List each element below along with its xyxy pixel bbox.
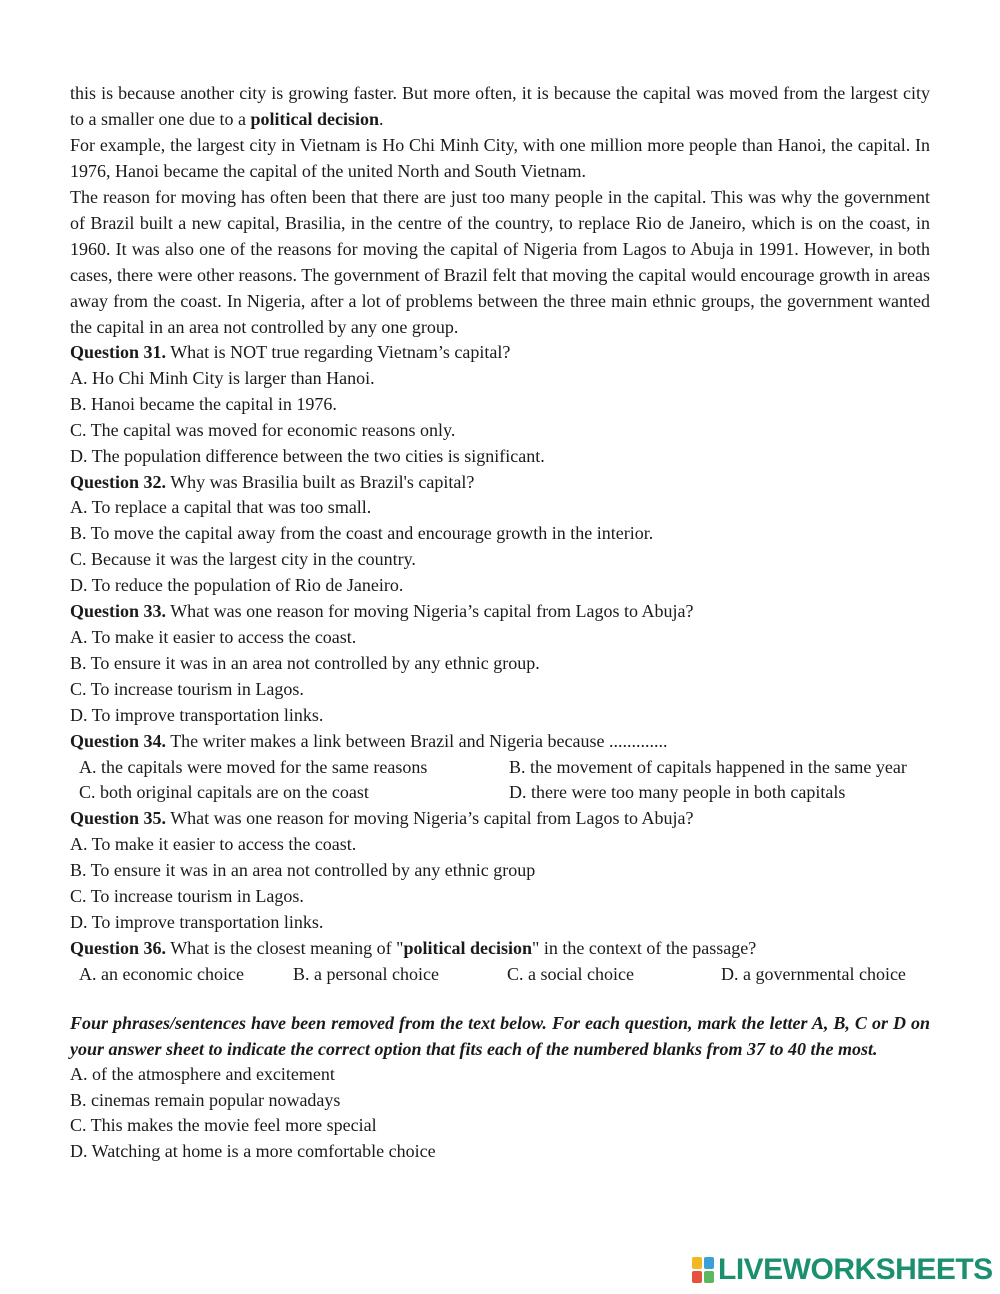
option[interactable]: D. To improve transportation links. xyxy=(70,911,324,932)
question-label: Question 32. xyxy=(70,471,167,492)
question-label: Question 36. xyxy=(70,937,167,958)
question-34 xyxy=(70,729,930,755)
worksheet-page xyxy=(70,80,930,1165)
option[interactable]: A. Ho Chi Minh City is larger than Hanoi. xyxy=(70,367,375,388)
question-32 xyxy=(70,470,930,496)
question-35 xyxy=(70,806,930,832)
logo-icon xyxy=(692,1257,714,1283)
logo-tile xyxy=(692,1271,702,1283)
phrase-option: C. This makes the movie feel more special xyxy=(70,1115,377,1136)
question-label: Question 31. xyxy=(70,342,167,362)
question-33 xyxy=(70,599,930,625)
phrase-option: D. Watching at home is a more comfortable choice xyxy=(70,1141,436,1162)
bold-phrase: political decision xyxy=(403,937,532,958)
question-text: What is the closest meaning of " xyxy=(166,937,404,958)
option[interactable]: C. Because it was the largest city in the country. xyxy=(70,549,416,570)
option[interactable]: A. To make it easier to access the coast. xyxy=(70,626,357,647)
option[interactable]: C. The capital was moved for economic reasons only. xyxy=(70,419,456,440)
option[interactable]: B. To ensure it was in an area not controlled by any ethnic group xyxy=(70,860,536,881)
question-label: Question 34. xyxy=(70,730,167,751)
options-grid xyxy=(70,962,930,988)
option[interactable]: A. an economic choice xyxy=(79,963,244,984)
logo-tile xyxy=(704,1271,714,1283)
logo-tile xyxy=(704,1257,714,1269)
section-instruction: Four phrases/sentences have been removed from the text below. For each question, mark the letter A, B, C or D on your answer sheet to indicate the correct option that fits each of the numbered blanks from 37 to 40 the most. xyxy=(70,1012,930,1059)
option[interactable]: B. To ensure it was in an area not controlled by any ethnic group. xyxy=(70,652,540,673)
question-31 xyxy=(70,340,930,366)
passage-text: this is because another city is growing faster. But more often, it is because the capital was moved from the largest city to a smaller one due to a xyxy=(70,83,930,129)
option[interactable]: D. To improve transportation links. xyxy=(70,704,324,725)
passage-paragraph-1 xyxy=(70,80,930,132)
question-36 xyxy=(70,936,930,962)
option[interactable]: D. To reduce the population of Rio de Janeiro. xyxy=(70,575,404,596)
question-text: " in the context of the passage? xyxy=(532,937,757,958)
logo-text: LIVEWORKSHEETS xyxy=(718,1253,993,1286)
passage-text: . xyxy=(378,109,384,129)
option[interactable]: D. a governmental choice xyxy=(721,963,906,984)
option[interactable]: C. To increase tourism in Lagos. xyxy=(70,886,304,907)
question-text: What was one reason for moving Nigeria’s capital from Lagos to Abuja? xyxy=(166,601,694,622)
option[interactable]: B. To move the capital away from the coast and encourage growth in the interior. xyxy=(70,523,654,544)
question-text: What is NOT true regarding Vietnam’s capital? xyxy=(166,342,511,362)
option[interactable]: D. there were too many people in both capitals xyxy=(509,782,846,803)
bold-phrase: political decision xyxy=(250,109,379,129)
question-text: What was one reason for moving Nigeria’s capital from Lagos to Abuja? xyxy=(166,808,694,829)
passage-paragraph-2: For example, the largest city in Vietnam is Ho Chi Minh City, with one million more people than Hanoi, the capital. In 1976, Hanoi became the capital of the united North and South Vietnam. xyxy=(70,135,930,181)
passage-paragraph-3: The reason for moving has often been that there are just too many people in the capital. This was why the government of Brazil built a new capital, Brasilia, in the centre of the country, to replace Rio de Janeiro, which is on the coast, in 1960. It was also one of the reasons for moving the capital of Nigeria from Lagos to Abuja in 1991. However, in both cases, there were other reasons. The government of Brazil felt that moving the capital would encourage growth in areas away from the coast. In Nigeria, after a lot of problems between the three main ethnic groups, the government wanted the capital in an area not controlled by any one group. xyxy=(70,187,930,337)
option[interactable]: B. a personal choice xyxy=(293,963,439,984)
option[interactable]: A. To replace a capital that was too small. xyxy=(70,497,372,518)
option[interactable]: C. To increase tourism in Lagos. xyxy=(70,678,304,699)
options-grid xyxy=(70,755,930,807)
option[interactable]: C. a social choice xyxy=(507,963,634,984)
option[interactable]: A. the capitals were moved for the same reasons xyxy=(79,756,428,777)
option[interactable]: A. To make it easier to access the coast. xyxy=(70,834,357,855)
phrase-option: B. cinemas remain popular nowadays xyxy=(70,1089,341,1110)
liveworksheets-logo[interactable] xyxy=(692,1254,993,1286)
logo-tile xyxy=(692,1257,702,1269)
question-text: Why was Brasilia built as Brazil's capital? xyxy=(166,471,475,492)
question-label: Question 35. xyxy=(70,808,167,829)
question-text: The writer makes a link between Brazil and Nigeria because ............. xyxy=(166,730,668,751)
option[interactable]: B. the movement of capitals happened in the same year xyxy=(509,756,907,777)
phrase-option: A. of the atmosphere and excitement xyxy=(70,1063,335,1084)
option[interactable]: B. Hanoi became the capital in 1976. xyxy=(70,393,337,414)
option[interactable]: D. The population difference between the two cities is significant. xyxy=(70,445,545,466)
option[interactable]: C. both original capitals are on the coast xyxy=(79,782,369,803)
question-label: Question 33. xyxy=(70,601,167,622)
